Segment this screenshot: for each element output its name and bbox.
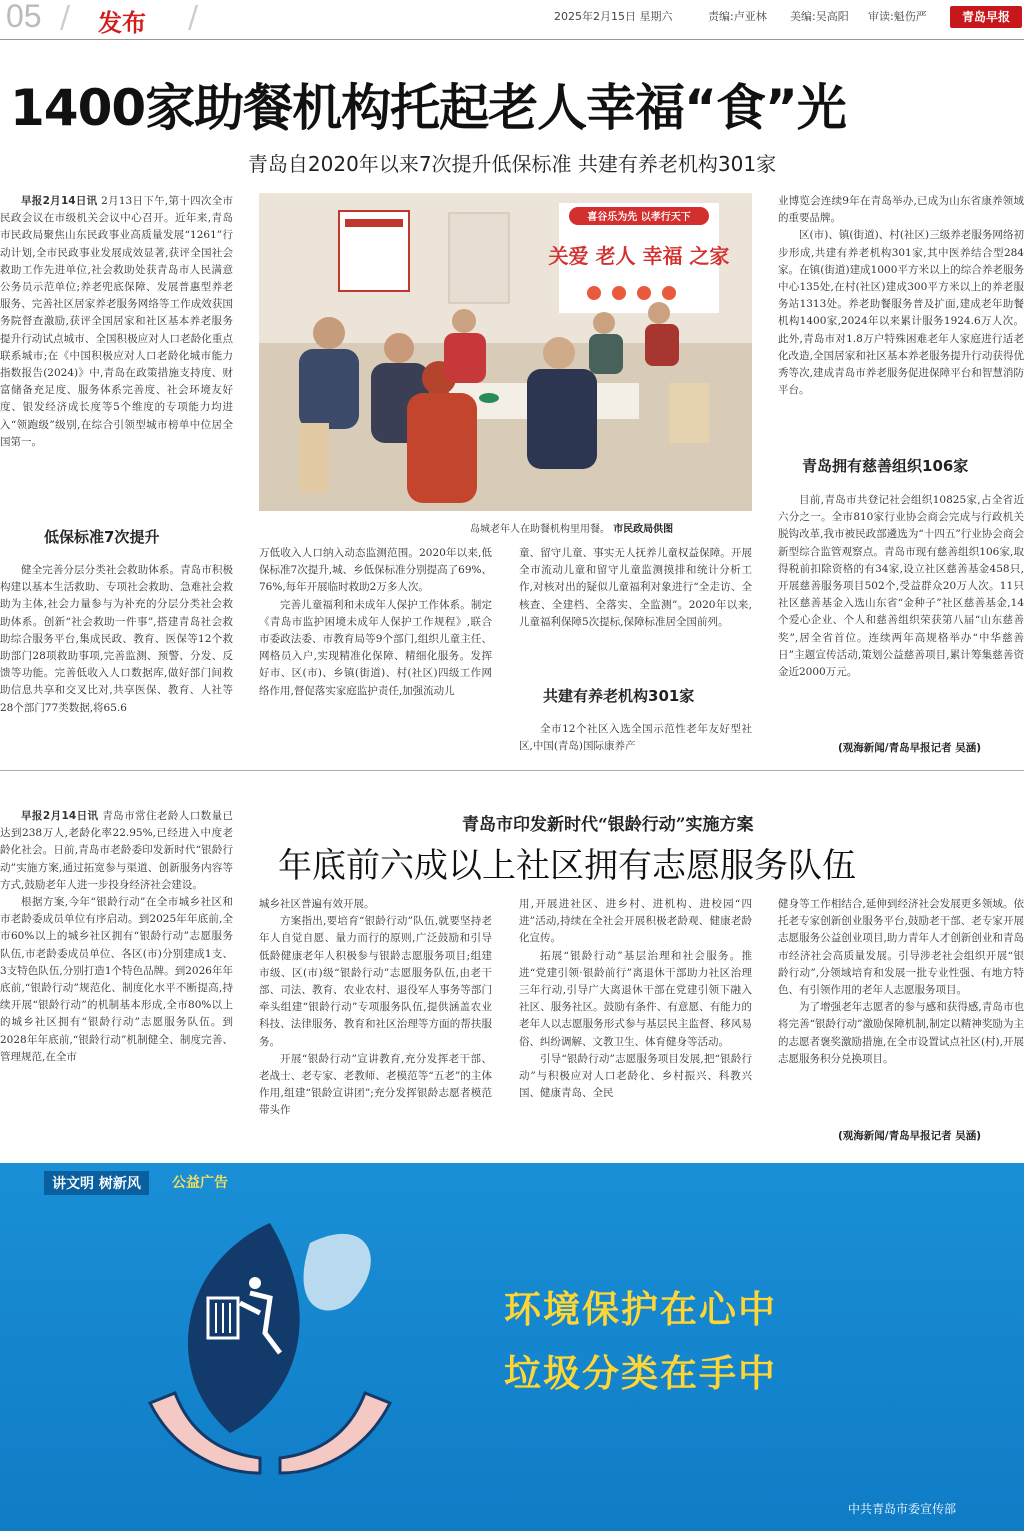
- page-header: [0, 0, 1024, 40]
- section-title: 发布: [98, 9, 146, 37]
- divider-slash: /: [60, 0, 71, 35]
- caption-text: 岛城老年人在助餐机构里用餐。: [470, 524, 610, 535]
- story1-column-4b: [778, 492, 1024, 736]
- ad-tag: 讲文明 树新风: [44, 1171, 149, 1195]
- proofreader: 审读:魁伤严: [868, 10, 927, 23]
- body-text: 拓展“银龄行动”基层治理和社会服务。推进“党建引领·银龄前行”离退休干部助力社区治理三年行动,引导广大离退休干部在党建引领下融入社区、服务社区。鼓励有条件、有意愿、有能力的老年人以志愿服务形式参与基层民主监督、移风易俗、纠纷调解、文教卫生、体育健身等活动。: [519, 949, 752, 1048]
- body-text: 2月13日下午,第十四次全市民政会议在市级机关会议中心召开。近年来,青岛市民政局聚焦山东民政事业高质量发展“1261”行动计划,全市民政事业发展成效显著,获评全国社会救助工作先进单位,社会救助处获青岛市人民满意公务员示范单位;养老兜底保障、发展普惠型养老服务、完善社区居家养老服务网络等工作成效获国务院督查激励,获评全国居家和社区基本养老服务提升行动试点城市、全国积极应对人口老龄化重点联系城市;在《中国积极应对人口老龄化城市能力指数报告(2024)》中,青岛在政策措施支持度、财富储备充足度、服务体系完善度、社会环境友好度、银发经济成长度等5个维度的专项能力均进入“领跑级”级别,在综合引领型城市榜单中位居全国第一。: [0, 195, 233, 448]
- ad-slogan-2: 垃圾分类在手中: [504, 1352, 777, 1395]
- byline: (观海新闻/青岛早报记者 吴涵): [838, 1130, 982, 1142]
- ad-label: 公益广告: [172, 1175, 228, 1191]
- body-text: 青岛市常住老龄人口数量已达到238万人,老龄化率22.95%,已经进入中度老龄化社会。日前,青岛市老龄委印发新时代“银龄行动”实施方案,通过拓宽参与渠道、创新服务内容等方式,鼓励老年人进一步投身经济社会建设。: [0, 810, 233, 891]
- byline: (观海新闻/青岛早报记者 吴涵): [838, 742, 982, 754]
- dining-scene-illustration: [259, 193, 752, 511]
- photo-caption: [470, 520, 673, 535]
- story1-column-2: [259, 545, 492, 756]
- body-text: 用,开展进社区、进乡村、进机构、进校园“四进”活动,持续在全社会开展积极老龄观、健康老龄化宣传。: [519, 898, 752, 945]
- dateline: 早报2月14日讯: [21, 810, 99, 822]
- story2-column-1: [0, 808, 233, 1148]
- subheading-3: 青岛拥有慈善组织106家: [802, 457, 969, 475]
- story1-column-1: [0, 193, 233, 511]
- body-text: 健全完善分层分类社会救助体系。青岛市积极构建以基本生活救助、专项社会救助、急难社会救助为主体,社会力量参与为补充的分层分类社会救助体系。创新“社会救助一件事”,搭建青岛社会救助综合服务平台,集成民政、教育、医保等12个救助部门28项救助事项,完善监测、预警、分发、反馈等功能。完善低收入人口数据库,做好部门间救助信息共享和交叉比对,共享医保、教育、人社等28个部门77类数据,将65.6: [0, 564, 233, 714]
- story1-column-1b: [0, 562, 233, 756]
- public-service-ad: [0, 1163, 1024, 1531]
- photo-sign-text: 关爱 老人 幸福 之家: [548, 244, 730, 268]
- body-text: 全市12个社区入选全国示范性老年友好型社区,中国(青岛)国际康养产: [519, 723, 752, 753]
- body-text: 城乡社区普遍有效开展。: [259, 898, 375, 910]
- art-editor: 美编:吴高阳: [790, 10, 849, 23]
- story2-kicker: 青岛市印发新时代“银龄行动”实施方案: [462, 815, 754, 835]
- ad-sponsor: 中共青岛市委宣传部: [848, 1502, 957, 1516]
- story2-column-2: [259, 896, 492, 1148]
- divider-slash: /: [188, 0, 199, 35]
- story2-headline: 年底前六成以上社区拥有志愿服务队伍: [278, 846, 856, 886]
- body-text: 开展“银龄行动”宣讲教育,充分发挥老干部、老战士、老专家、老教师、老模范等“五老”的主体作用,组建“银龄宣讲团”;充分发挥银龄志愿者模范带头作: [259, 1052, 492, 1117]
- body-text: 业博览会连续9年在青岛举办,已成为山东省康养领域的重要品牌。: [778, 195, 1024, 225]
- body-text: 目前,青岛市共登记社会组织10825家,占全省近六分之一。全市810家行业协会商会完成与行政机关脱钩改革,我市被民政部遴选为“十四五”行业协会商会新型综合监管观察点。青岛市现有慈善组织106家,取得税前扣除资格的有34家,设立社区慈善基金458只,开展慈善服务项目502个,受益群众20万人次。11只社区慈善基金入选山东省“金种子”社区慈善基金,14个爱心企业、个人和慈善组织荣获第八届“山东慈善奖”,居全省首位。连续两年高规格举办“中华慈善日”主题宣传活动,策划公益慈善项目,累计筹集慈善资金近2000万元。: [778, 494, 1024, 679]
- ad-slogan-1: 环境保护在心中: [504, 1288, 777, 1331]
- body-text: 区(市)、镇(街道)、村(社区)三级养老服务网络初步形成,共建有养老机构301家,其中医养结合型284家。在镇(街道)建成1000平方米以上的综合养老服务中心135处,在村(社区)建成300平方米以上的养老服务站1313处。养老助餐服务普及扩面,建成老年助餐机构1400家,2024年以来累计服务1924.6万人次。此外,青岛市对1.8万户特殊困难老年人家庭进行适老化改造,全国居家和社区基本养老服务提升行动获得优秀等次,建成青岛市养老服务促进保障平台和智慧消防平台。: [778, 229, 1024, 397]
- body-text: 方案指出,要培育“银龄行动”队伍,就要坚持老年人自觉自愿、量力而行的原则,广泛鼓励和引导低龄健康老年人积极参与银龄志愿服务项目;组建市级、区(市)级“银龄行动”志愿服务队伍,由老干部、司法、教育、农业农村、退役军人事务等部门牵头组建“银龄行动”专项服务队伍,提供涵盖农业科技、法律服务、教育和社区治理等方面的帮扶服务。: [259, 915, 492, 1048]
- photo-credit: 市民政局供图: [613, 524, 674, 535]
- dateline: 早报2月14日讯: [21, 195, 98, 207]
- body-text: 根据方案,今年“银龄行动”在全市城乡社区和市老龄委成员单位有序启动。到2025年年底前,全市60%以上的城乡社区拥有“银龄行动”志愿服务队伍,市老龄委成员单位、各区(市)分别建成1支、3支特色队伍,分别打造1个特色品牌。到2026年年底前,“银龄行动”规范化、制度化水平不断提高,持续开展“银龄行动”的机制基本形成,全市80%以上的城乡社区拥有“银龄行动”志愿服务队伍。到2028年年底前,“银龄行动”机制健全、制度完善、管理规范,在全市: [0, 896, 233, 1063]
- story2-column-4: [778, 896, 1024, 1126]
- subheading-2: 共建有养老机构301家: [543, 687, 695, 705]
- news-photo: [259, 193, 752, 511]
- subheading-1: 低保标准7次提升: [44, 528, 160, 546]
- photo-banner-text: 喜谷乐为先 以孝行天下: [587, 212, 691, 223]
- body-text: 为了增强老年志愿者的参与感和获得感,青岛市也将完善“银龄行动”激励保障机制,制定以精神奖励为主的志愿者褒奖激励措施,在全市设置试点社区(村),开展志愿服务积分兑换项目。: [778, 1001, 1024, 1065]
- newspaper-logo: 青岛早报: [950, 6, 1022, 28]
- main-headline: 1400家助餐机构托起老人幸福“食”光: [10, 79, 846, 137]
- story1-column-3b: [519, 721, 752, 757]
- body-text: 万低收入人口纳入动态监测范围。2020年以来,低保标准7次提升,城、乡低保标准分别提高了69%、76%,每年开展临时救助2万多人次。: [259, 547, 492, 594]
- page-number: 05: [6, 0, 42, 34]
- sub-headline: 青岛自2020年以来7次提升低保标准 共建有养老机构301家: [247, 152, 777, 176]
- story2-column-3: [519, 896, 752, 1148]
- story-divider: [0, 770, 1024, 771]
- story1-column-3: [519, 545, 752, 675]
- body-text: 童、留守儿童、事实无人抚养儿童权益保障。开展全市流动儿童和留守儿童监测摸排和统计分析工作,对核对出的疑似儿童福利对象进行“全走访、全核查、全建档、全落实、全监测”。2020年以来,儿童福利保障5次提标,保障标准居全国前列。: [519, 547, 752, 628]
- leaf-hands-icon: [120, 1203, 420, 1503]
- body-text: 完善儿童福利和未成年人保护工作体系。制定《青岛市监护困境未成年人保护工作规程》,联合市委政法委、市教育局等9个部门,组织儿童主任、网格员入户,实现精准化保障、精细化服务。发挥好市、区(市)、乡镇(街道)、村(社区)四级工作网络作用,督促落实家庭监护责任,加强流动儿: [259, 598, 492, 697]
- body-text: 引导“银龄行动”志愿服务项目发展,把“银龄行动”与积极应对人口老龄化、乡村振兴、科教兴国、健康青岛、全民: [519, 1052, 752, 1100]
- story1-column-4: [778, 193, 1024, 437]
- issue-date: 2025年2月15日 星期六: [554, 10, 673, 23]
- body-text: 健身等工作相结合,延伸到经济社会发展更多领域。依托老专家创新创业服务平台,鼓励老干部、老专家开展志愿服务公益创业项目,助力青年人才创新创业和青岛市经济社会高质量发展。引导涉老社会组织开展“银龄行动”,分领域培育和发展一批专业性强、有地方特色、有引领作用的老年人志愿服务项目。: [778, 898, 1024, 997]
- editor: 责编:卢亚林: [708, 10, 767, 23]
